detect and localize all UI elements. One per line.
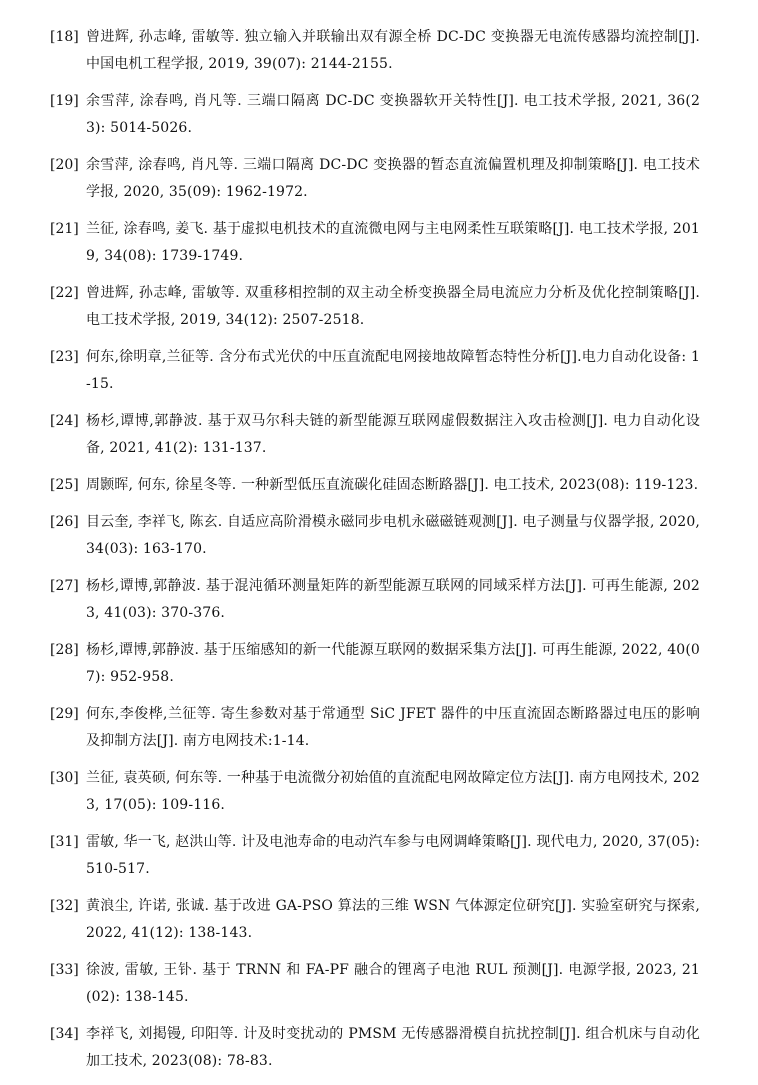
reference-number: [34] (50, 1026, 79, 1042)
reference-entry (50, 408, 700, 462)
reference-list (50, 24, 700, 1085)
reference-number: [25] (50, 477, 79, 493)
reference-text: 曾进辉, 孙志峰, 雷敏等. 独立输入并联输出双有源全桥 DC-DC 变换器无电流传感器均流控制[J]. 中国电机工程学报, 2019, 39(07): 2144-2155. (86, 29, 700, 72)
reference-text: 曾进辉, 孙志峰, 雷敏等. 双重移相控制的双主动全桥变换器全局电流应力分析及优化控制策略[J]. 电工技术学报, 2019, 34(12): 2507-2518. (86, 285, 700, 328)
reference-number: [24] (50, 413, 79, 429)
reference-number: [30] (50, 770, 79, 786)
reference-entry (50, 765, 700, 819)
reference-number: [20] (50, 157, 79, 173)
reference-entry (50, 893, 700, 947)
reference-number: [28] (50, 642, 79, 658)
reference-entry (50, 573, 700, 627)
reference-text: 余雪萍, 涂春鸣, 肖凡等. 三端口隔离 DC-DC 变换器的暂态直流偏置机理及抑制策略[J]. 电工技术学报, 2020, 35(09): 1962-1972. (86, 157, 700, 200)
reference-text: 兰征, 涂春鸣, 姜飞. 基于虚拟电机技术的直流微电网与主电网柔性互联策略[J]. 电工技术学报, 2019, 34(08): 1739-1749. (86, 221, 700, 264)
reference-number: [21] (50, 221, 79, 237)
reference-text: 李祥飞, 刘掲镘, 印阳等. 计及时变扰动的 PMSM 无传感器滑模自抗扰控制[J]. 组合机床与自动化加工技术, 2023(08): 78-83. (86, 1026, 700, 1069)
reference-text: 徐波, 雷敏, 王钋. 基于 TRNN 和 FA-PF 融合的锂离子电池 RUL 预测[J]. 电源学报, 2023, 21(02): 138-145. (86, 962, 700, 1005)
reference-entry (50, 280, 700, 334)
reference-text: 杨杉,谭博,郭静波. 基于压缩感知的新一代能源互联网的数据采集方法[J]. 可再生能源, 2022, 40(07): 952-958. (86, 642, 700, 685)
reference-number: [33] (50, 962, 79, 978)
reference-entry (50, 24, 700, 78)
reference-entry (50, 829, 700, 883)
reference-number: [18] (50, 29, 79, 45)
reference-text: 周颢晖, 何东, 徐星冬等. 一种新型低压直流碳化硅固态断路器[J]. 电工技术, 2023(08): 119-123. (86, 477, 699, 493)
reference-text: 何东,李俊桦,兰征等. 寄生参数对基于常通型 SiC JFET 器件的中压直流固态断路器过电压的影响及抑制方法[J]. 南方电网技术:1-14. (86, 706, 700, 749)
reference-entry (50, 701, 700, 755)
reference-text: 雷敏, 华一飞, 赵洪山等. 计及电池寿命的电动汽车参与电网调峰策略[J]. 现代电力, 2020, 37(05): 510-517. (86, 834, 700, 877)
reference-entry (50, 472, 700, 499)
reference-text: 何东,徐明章,兰征等. 含分布式光伏的中压直流配电网接地故障暂态特性分析[J].电力自动化设备: 1-15. (86, 349, 700, 392)
reference-entry (50, 637, 700, 691)
reference-number: [19] (50, 93, 79, 109)
reference-number: [27] (50, 578, 79, 594)
reference-number: [23] (50, 349, 79, 365)
reference-entry (50, 957, 700, 1011)
reference-number: [22] (50, 285, 79, 301)
reference-text: 杨杉,谭博,郭静波. 基于双马尔科夫链的新型能源互联网虚假数据注入攻击检测[J]. 电力自动化设备, 2021, 41(2): 131-137. (86, 413, 700, 456)
reference-entry (50, 344, 700, 398)
reference-text: 兰征, 袁英硕, 何东等. 一种基于电流微分初始值的直流配电网故障定位方法[J]. 南方电网技术, 2023, 17(05): 109-116. (86, 770, 700, 813)
reference-number: [31] (50, 834, 79, 850)
reference-number: [32] (50, 898, 79, 914)
reference-text: 目云奎, 李祥飞, 陈玄. 自适应高阶滑模永磁同步电机永磁磁链观测[J]. 电子测量与仪器学报, 2020, 34(03): 163-170. (86, 514, 700, 557)
reference-entry (50, 1021, 700, 1075)
reference-text: 黄浪尘, 许诺, 张诚. 基于改进 GA-PSO 算法的三维 WSN 气体源定位研究[J]. 实验室研究与探索, 2022, 41(12): 138-143. (86, 898, 700, 941)
reference-number: [29] (50, 706, 79, 722)
reference-text: 余雪萍, 涂春鸣, 肖凡等. 三端口隔离 DC-DC 变换器软开关特性[J]. 电工技术学报, 2021, 36(23): 5014-5026. (86, 93, 700, 136)
reference-entry (50, 152, 700, 206)
reference-entry (50, 509, 700, 563)
reference-entry (50, 88, 700, 142)
reference-number: [26] (50, 514, 79, 530)
reference-entry (50, 216, 700, 270)
reference-text: 杨杉,谭博,郭静波. 基于混沌循环测量矩阵的新型能源互联网的同域采样方法[J]. 可再生能源, 2023, 41(03): 370-376. (86, 578, 700, 621)
